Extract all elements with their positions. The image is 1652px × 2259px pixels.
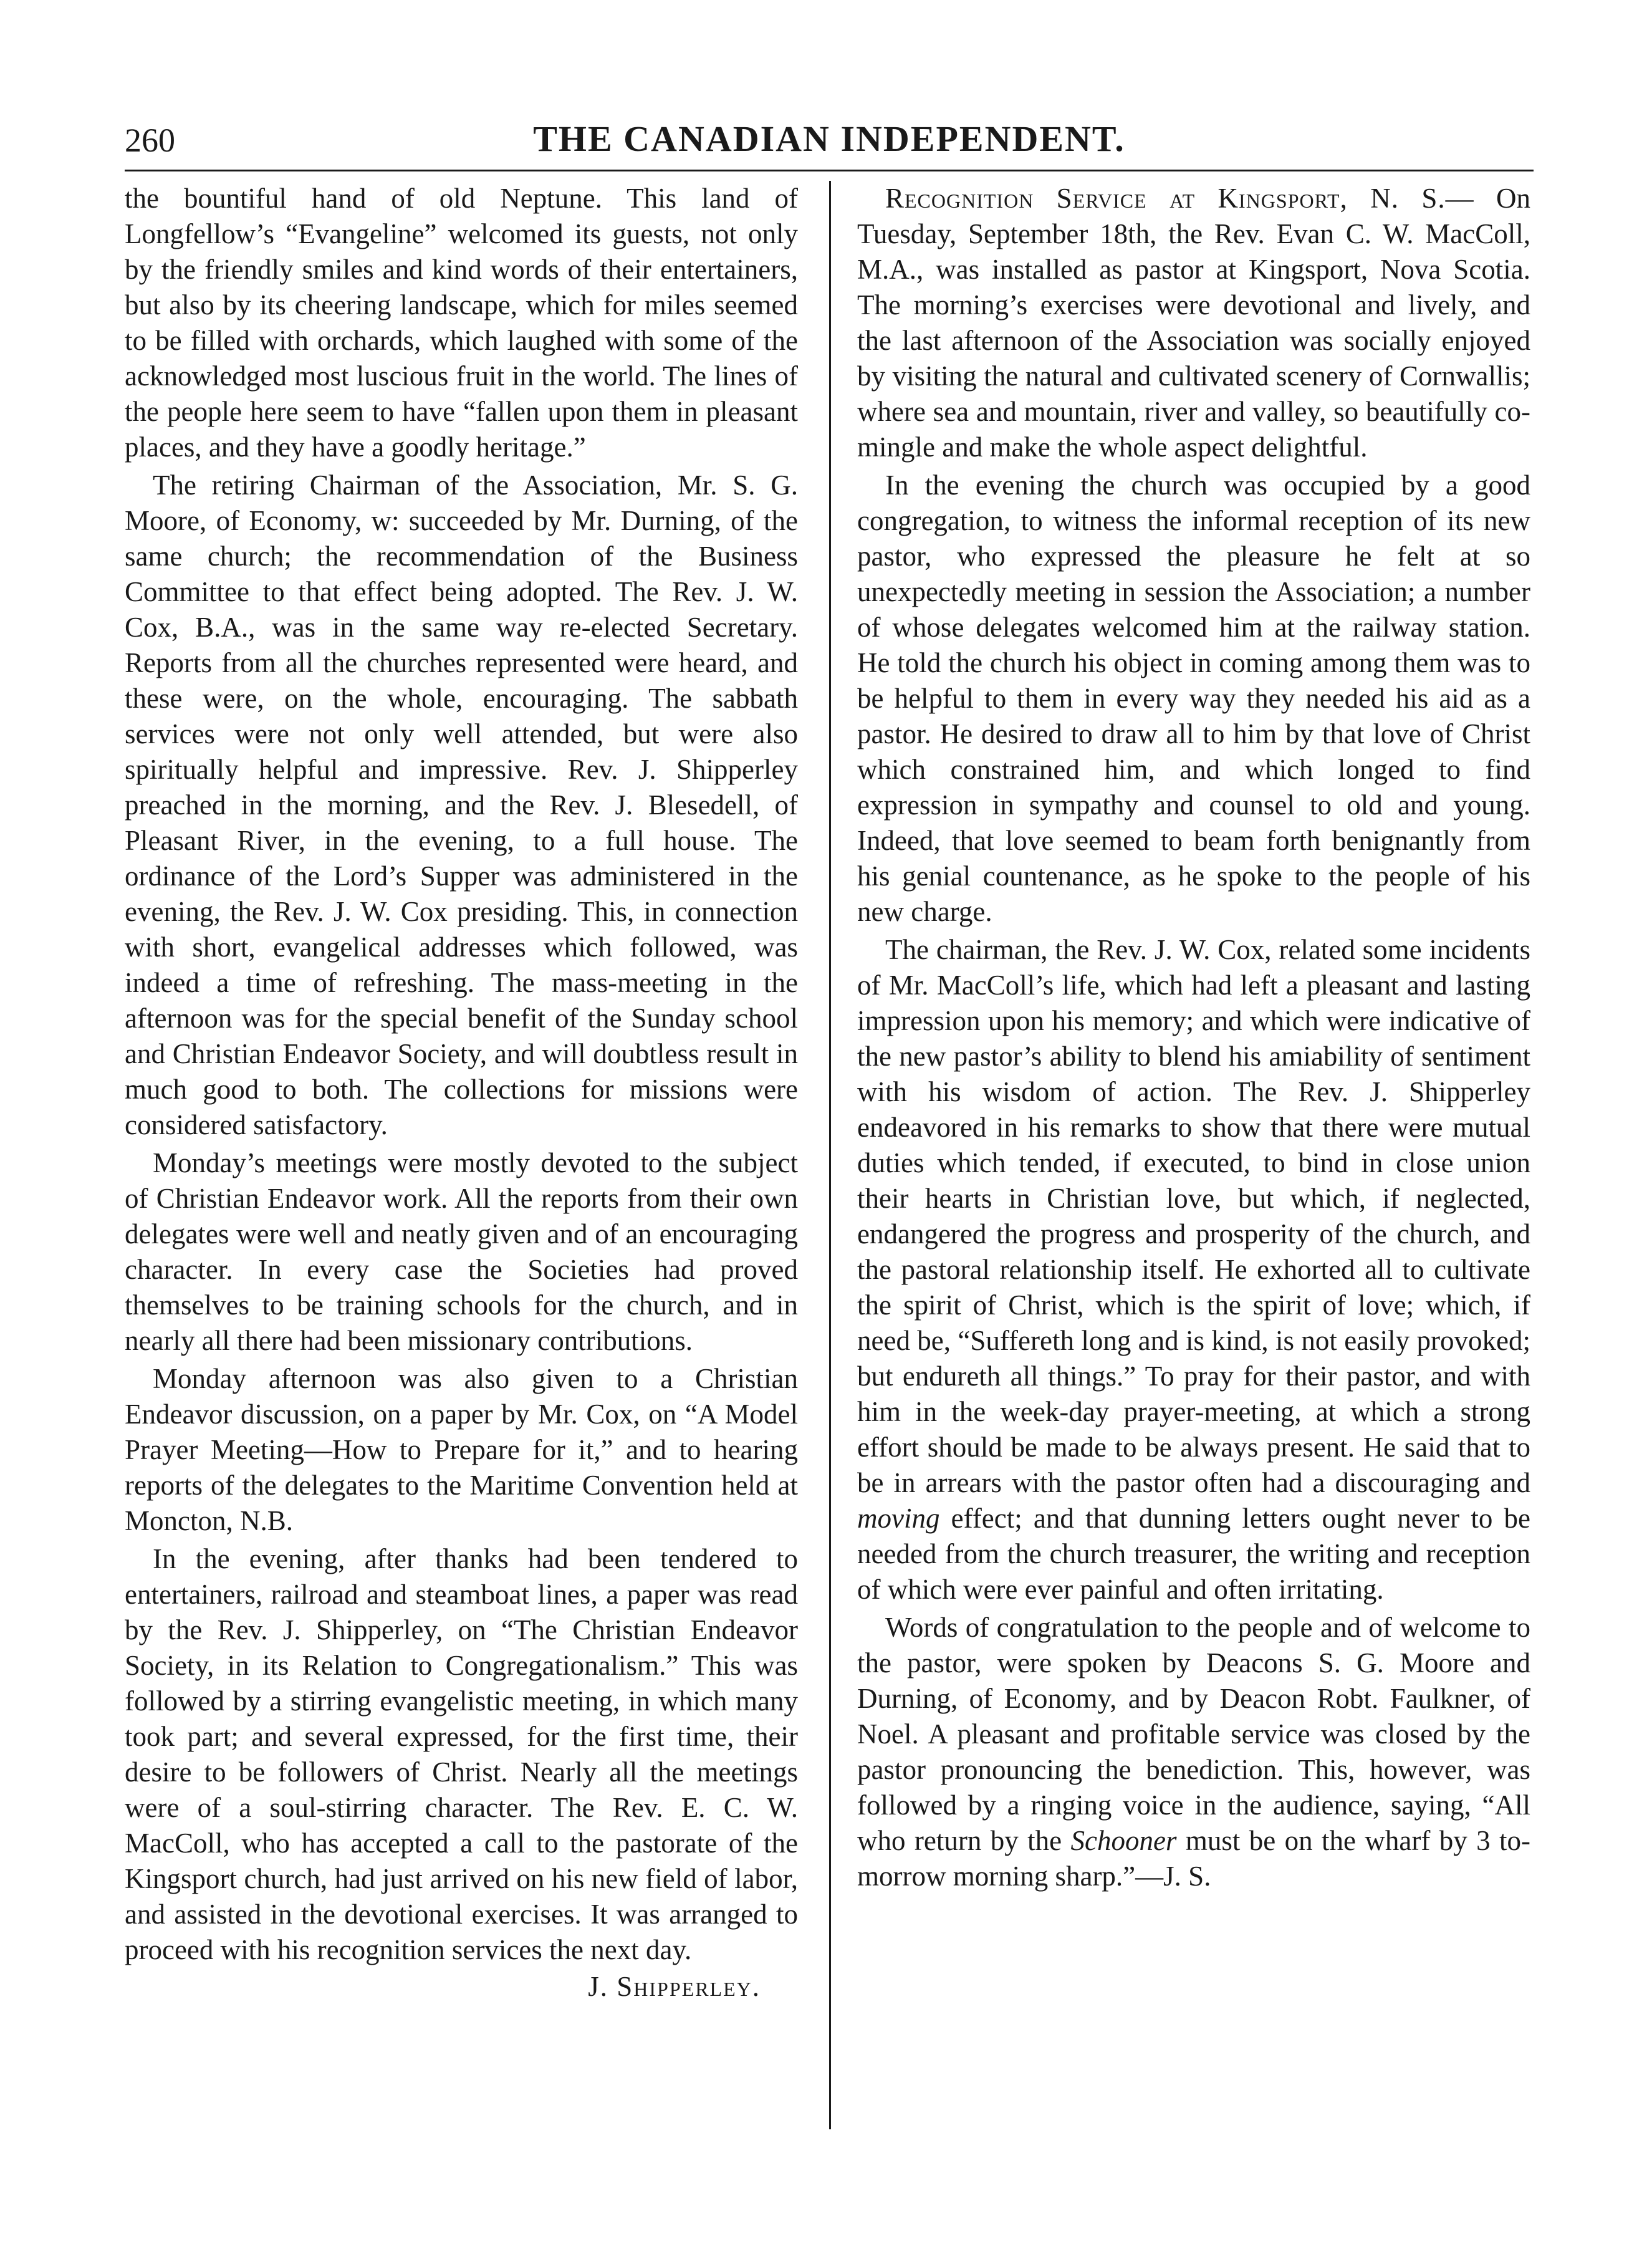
paragraph-text: The chairman, the Rev. J. W. Cox, related some incidents of Mr. MacColl’s life, which had left a pleasant and lasting impression upon his memory; and which were indicative of the new pastor’s ability to blend his amiability of sentiment with his wisdom of action. The Rev. J. Shipperley endeavored in his remarks to show that there were mutual duties which tended, if executed, to bind in close union their hearts in Christian love, but which, if neglected, endangered the progress and prosperity of the church, and the pastoral relationship itself. He exhorted all to cultivate the spirit of Christ, which is the spirit of love; which, if need be, “Suffereth long and is kind, is not easily provoked; but endureth all things.” To pray for their pastor, and with him in the week-day prayer-meeting, at which a strong effort should be made to be always present. He said that to be in arrears with the pastor often had a discouraging and [857, 934, 1530, 1498]
recognition-service-paragraph [857, 181, 1530, 465]
emphasized-word: moving [857, 1503, 940, 1534]
left-column [125, 181, 798, 2005]
page-header [125, 115, 1534, 171]
page-number: 260 [125, 122, 175, 159]
article-paragraph [857, 932, 1530, 1607]
header-rule [125, 170, 1534, 171]
emphasized-word: Schooner [1070, 1825, 1177, 1856]
article-paragraph: In the evening, after thanks had been tendered to entertainers, railroad and steamboat lines, a paper was read by the Rev. J. Shipperley, on “The Christian Endeavor Society, in its Relation to Congregationalism.” This was followed by a stirring evangelistic meeting, in which many took part; and several expressed, for the first time, their desire to be followers of Christ. Nearly all the meetings were of a soul-stirring character. The Rev. E. C. W. MacColl, who has accepted a call to the pastorate of the Kingsport church, had just arrived on his new field of labor, and assisted in the devotional exercises. It was arranged to proceed with his recognition services the next day. [125, 1543, 798, 1965]
paragraph-text: effect; and that dunning letters ought never to be needed from the church treasurer, the writing and reception of which were ever painful and often irritating. [857, 1503, 1530, 1605]
journal-title: THE CANADIAN INDEPENDENT. [533, 118, 1125, 159]
article-paragraph: Monday afternoon was also given to a Christian Endeavor discussion, on a paper by Mr. Cox, on “A Model Prayer Meeting—How to Prepare for it,” and to hearing reports of the delegates to the Maritime Convention held at Moncton, N.B. [125, 1363, 798, 1536]
paragraph-text: must be on the wharf by 3 to-morrow morning sharp.”—J. S. [857, 1825, 1531, 1892]
article-paragraph: In the evening the church was occupied by a good congregation, to witness the informal reception of its new pastor, who expressed the pleasure he felt at so unexpectedly meeting in session the Association; a number of whose delegates welcomed him at the railway station. He told the church his object in coming among them was to be helpful to them in every way they needed his aid as a pastor. He desired to draw all to him by that love of Christ which constrained him, and which longed to find expression in sympathy and counsel to old and young. Indeed, that love seemed to beam forth benignantly from his genial countenance, as he spoke to the people of his new charge. [857, 470, 1530, 927]
article-paragraph: Monday’s meetings were mostly devoted to the subject of Christian Endeavor work. All the reports from their own delegates were well and neatly given and of an encouraging character. In every case the Societies had proved themselves to be training schools for the church, and in nearly all there had been missionary contributions. [125, 1147, 798, 1356]
article-paragraph-text: On Tuesday, September 18th, the Rev. Evan C. W. MacColl, M.A., was installed as pastor at Kingsport, Nova Scotia. The morning’s exercises were devotional and lively, and the last afternoon of the Association was socially enjoyed by visiting the natural and cultivated scenery of Cornwallis; where sea and mountain, river and valley, so beautifully co-mingle and make the whole aspect delightful. [857, 183, 1530, 463]
article-paragraph: The retiring Chairman of the Association, Mr. S. G. Moore, of Economy, w: succeeded by Mr. Durning, of the same church; the recommendation of the Business Committee to that effect being adopted. The Rev. J. W. Cox, B.A., was in the same way re-elected Secretary. Reports from all the churches represented were heard, and these were, on the whole, encouraging. The sabbath services were not only well attended, but were also spiritually helpful and impressive. Rev. J. Shipperley preached in the morning, and the Rev. J. Blesedell, of Pleasant River, in the evening, to a full house. The ordinance of the Lord’s Supper was administered in the evening, the Rev. J. W. Cox presiding. This, in connection with short, evangelical addresses which followed, was indeed a time of refreshing. The mass-meeting in the afternoon was for the special benefit of the Sunday school and Christian Endeavor Society, and will doubtless result in much good to both. The collections for missions were considered satisfactory. [125, 470, 798, 1140]
paragraph-text: Words of congratulation to the people and of welcome to the pastor, were spoken by Deacons S. G. Moore and Durning, of Economy, and by Deacon Robt. Faulkner, of Noel. A pleasant and profitable service was closed by the pastor pronouncing the benediction. This, however, was followed by a ringing voice in the audience, saying, “All who return by the [857, 1612, 1530, 1856]
article-paragraph [857, 1610, 1530, 1894]
column-divider [829, 181, 831, 2129]
right-column [857, 181, 1530, 1894]
article-title: Recognition Service at Kingsport, N. S.— [885, 183, 1474, 214]
author-signature: J. Shipperley. [588, 1971, 761, 2002]
article-paragraph: the bountiful hand of old Neptune. This land of Longfellow’s “Evangeline” welcomed its guests, not only by the friendly smiles and kind words of their entertainers, but also by its cheering landscape, which for miles seemed to be filled with orchards, which laughed with some of the acknowledged most luscious fruit in the world. The lines of the people here seem to have “fallen upon them in pleasant places, and they have a goodly heritage.” [125, 183, 798, 463]
